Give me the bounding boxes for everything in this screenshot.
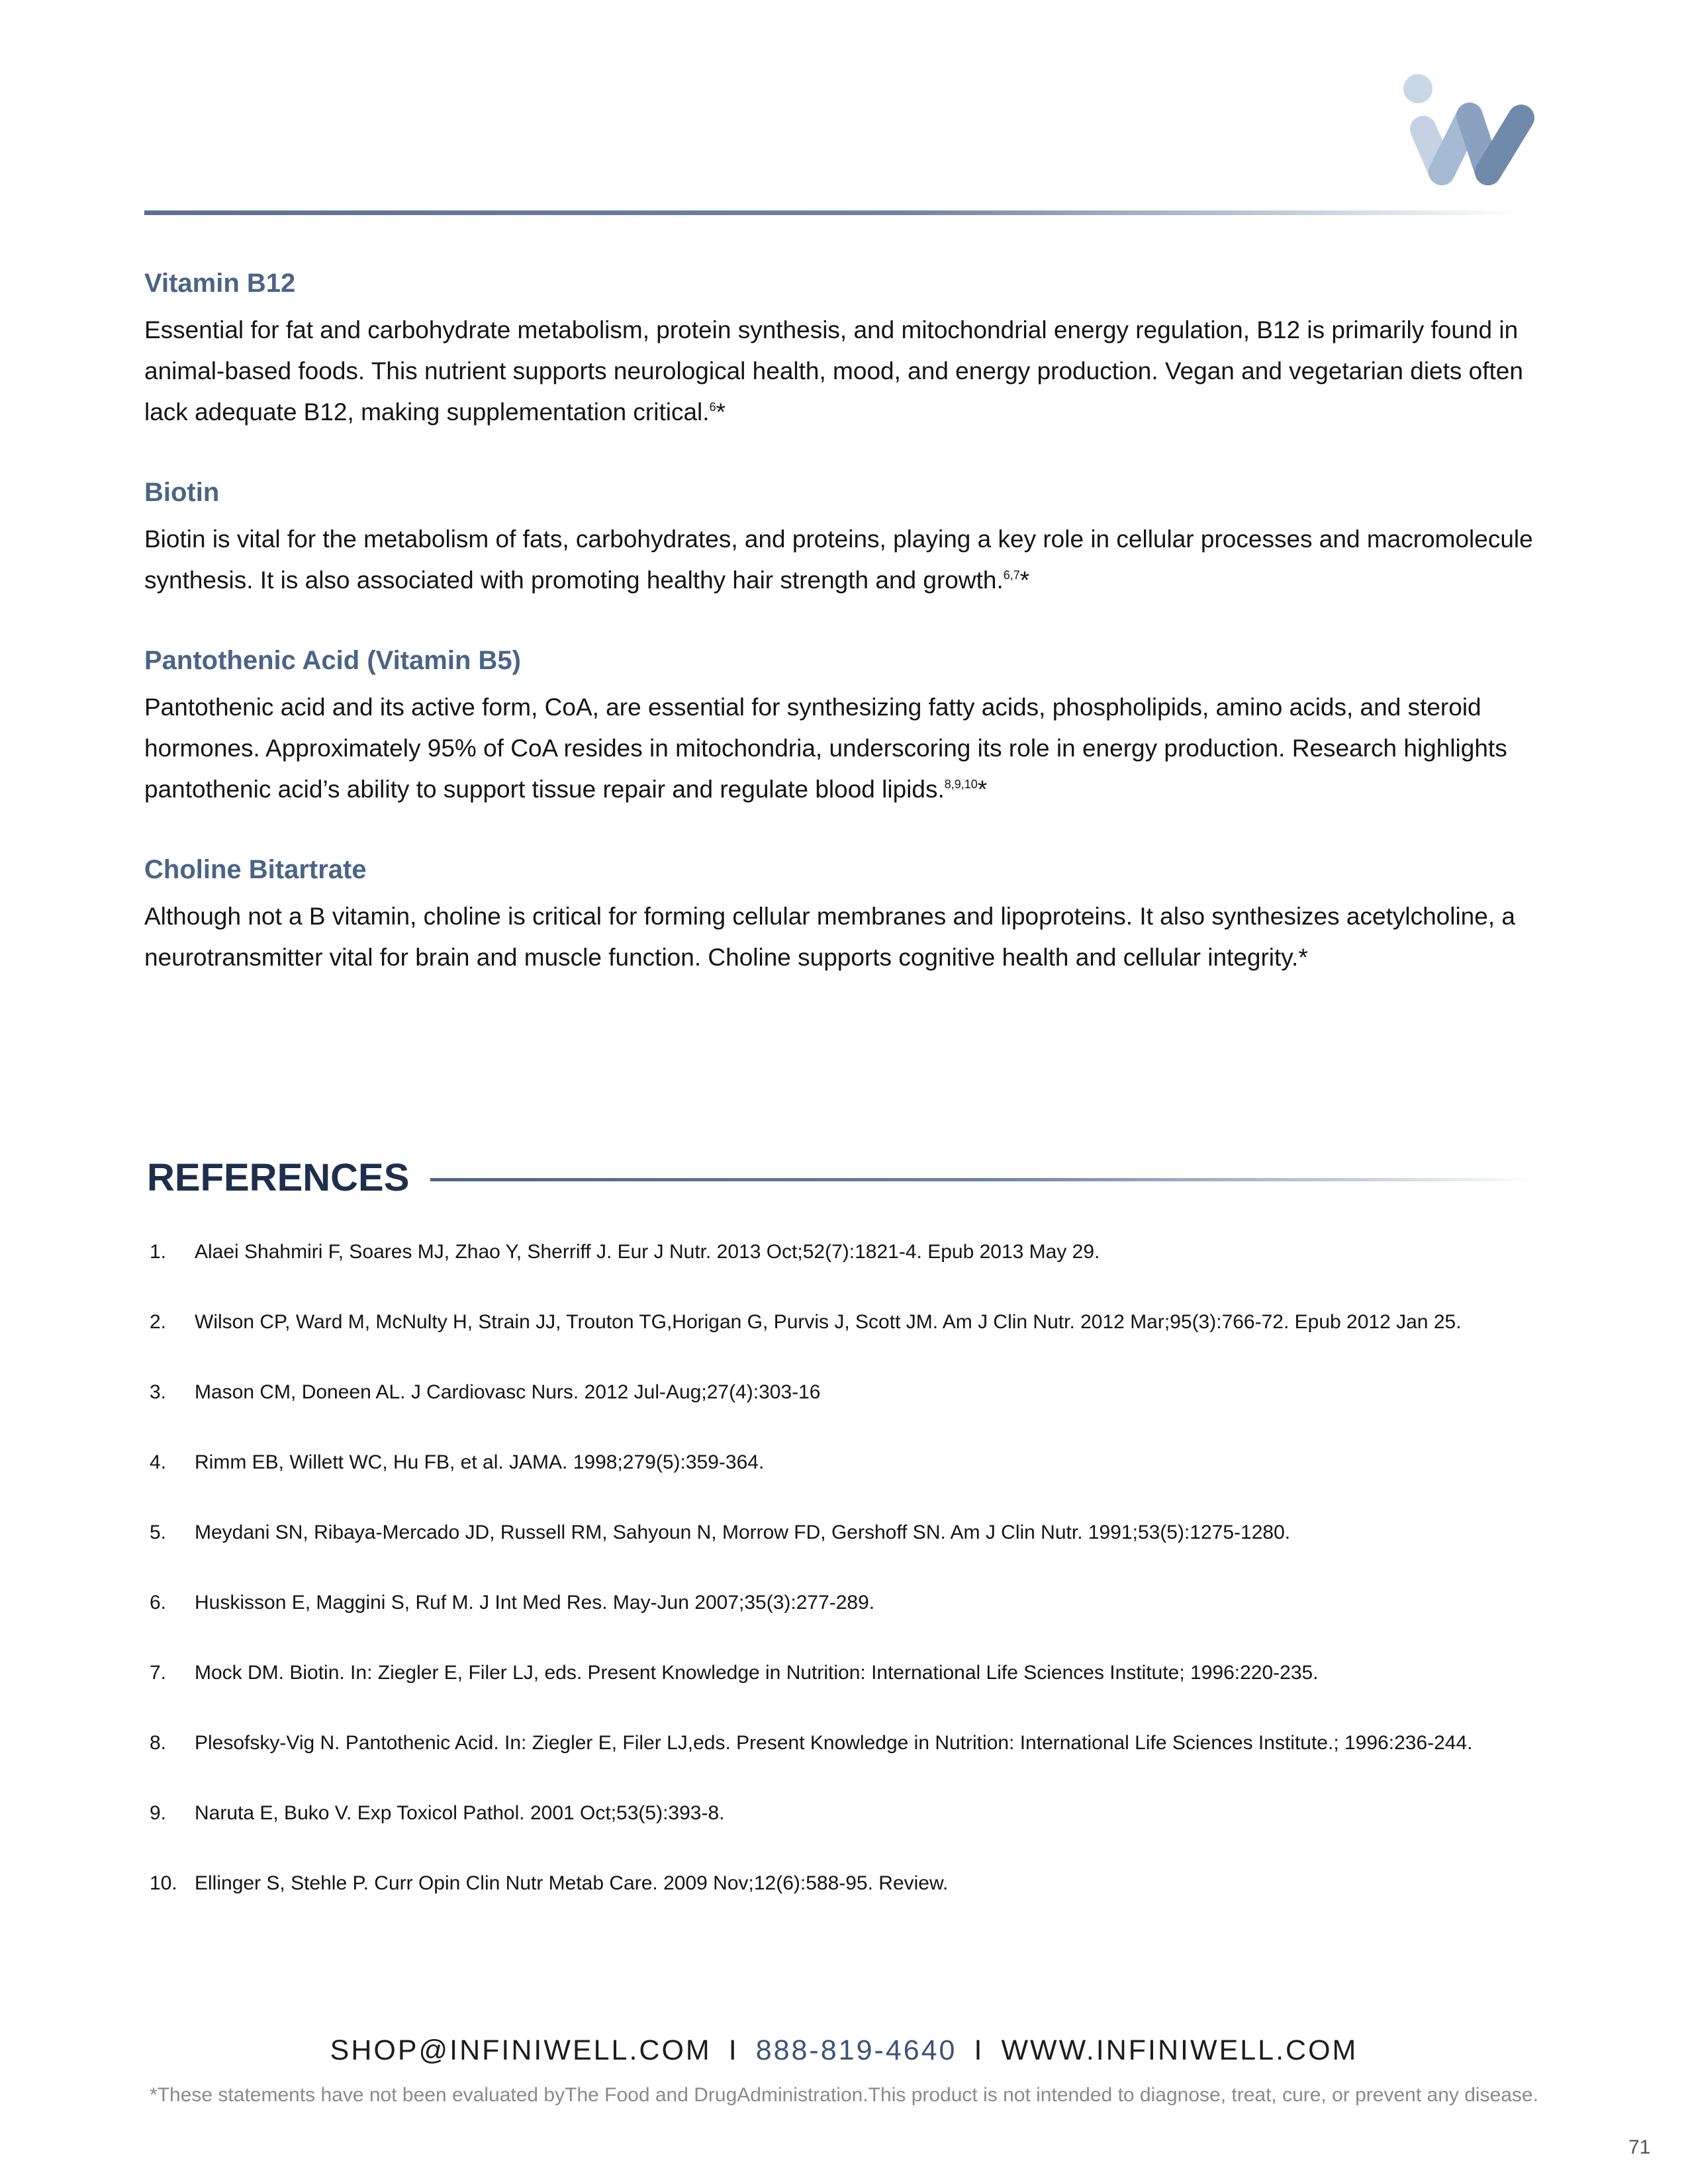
- references-list: [150, 1239, 1566, 1940]
- section-text: Biotin is vital for the metabolism of fats, carbohydrates, and proteins, playing a key role in cellular processes and macromolecule synthesis. It is also associated with promoting healthy hair strength and growth.$^{6,7}$*: [144, 525, 1533, 594]
- reference-number: 9.: [150, 1802, 167, 1824]
- reference-number: 1.: [150, 1241, 167, 1263]
- infiniwell-logo: [1403, 66, 1549, 199]
- reference-item: [150, 1309, 1566, 1379]
- reference-text: Plesofsky-Vig N. Pantothenic Acid. In: Ziegler E, Filer LJ,eds. Present Knowledge in Nutrition: International Life Sciences Institute.; 1996:236-244.: [195, 1732, 1473, 1754]
- reference-number: 5.: [150, 1522, 167, 1543]
- section-title: Vitamin B12: [144, 269, 296, 298]
- section-title: Choline Bitartrate: [144, 855, 367, 884]
- section-pantothenic-acid: [144, 642, 1534, 810]
- section-vitamin-b12: [144, 265, 1534, 433]
- header-divider: [144, 210, 1521, 215]
- section-title: Biotin: [144, 478, 220, 507]
- reference-number: 8.: [150, 1732, 167, 1754]
- fda-disclaimer: *These statements have not been evaluated byThe Food and DrugAdministration.This product is not intended to diagnose, treat, cure, or prevent any disease.: [150, 2084, 1538, 2106]
- references-title: REFERENCES: [147, 1156, 410, 1199]
- citation: 8,9,10: [944, 778, 978, 791]
- reference-number: 6.: [150, 1592, 167, 1614]
- reference-text: Meydani SN, Ribaya-Mercado JD, Russell RM, Sahyoun N, Morrow FD, Gershoff SN. Am J Clin Nutr. 1991;53(5):1275-1280.: [195, 1522, 1291, 1543]
- reference-number: 3.: [150, 1381, 167, 1403]
- reference-text: Rimm EB, Willett WC, Hu FB, et al. JAMA. 1998;279(5):359-364.: [195, 1451, 765, 1473]
- reference-text: Alaei Shahmiri F, Soares MJ, Zhao Y, Sherriff J. Eur J Nutr. 2013 Oct;52(7):1821-4. Epub 2013 May 29.: [195, 1241, 1100, 1263]
- reference-number: 2.: [150, 1311, 167, 1333]
- reference-item: [150, 1730, 1566, 1800]
- page-number: 71: [1628, 2136, 1651, 2158]
- reference-item: [150, 1590, 1566, 1660]
- phone-link[interactable]: 888-819-4640: [755, 2034, 957, 2066]
- reference-text: Mason CM, Doneen AL. J Cardiovasc Nurs. 2012 Jul-Aug;27(4):303-16: [195, 1381, 821, 1403]
- citation: 6: [709, 400, 716, 414]
- reference-text: Ellinger S, Stehle P. Curr Opin Clin Nutr Metab Care. 2009 Nov;12(6):588-95. Review.: [195, 1872, 949, 1894]
- section-text: Essential for fat and carbohydrate metabolism, protein synthesis, and mitochondrial energy regulation, B12 is primarily found in animal-based foods. This nutrient supports neurological health, mood, and energy production. Vegan and vegetarian diets often lack adequate B12, making supplementation critical.$^6$*: [144, 316, 1523, 426]
- reference-number: 10.: [150, 1872, 177, 1894]
- nutrient-sections: [144, 265, 1534, 1019]
- reference-item: [150, 1379, 1566, 1449]
- reference-text: Naruta E, Buko V. Exp Toxicol Pathol. 2001 Oct;53(5):393-8.: [195, 1802, 725, 1824]
- citation: 6,7: [1003, 569, 1020, 582]
- reference-text: Mock DM. Biotin. In: Ziegler E, Filer LJ, eds. Present Knowledge in Nutrition: International Life Sciences Institute; 1996:220-235.: [195, 1662, 1319, 1684]
- section-biotin: [144, 474, 1534, 601]
- reference-item: [150, 1660, 1566, 1730]
- reference-text: Wilson CP, Ward M, McNulty H, Strain JJ, Trouton TG,Horigan G, Purvis J, Scott JM. Am J Clin Nutr. 2012 Mar;95(3):766-72. Epub 2012 Jan 25.: [195, 1311, 1462, 1333]
- reference-item: [150, 1449, 1566, 1520]
- section-choline-bitartrate: [144, 851, 1534, 978]
- website-link[interactable]: WWW.INFINIWELL.COM: [1001, 2034, 1358, 2066]
- reference-item: [150, 1870, 1566, 1940]
- separator: I: [974, 2034, 984, 2066]
- section-text: Although not a B vitamin, choline is critical for forming cellular membranes and lipoproteins. It also synthesizes acetylcholine, a neurotransmitter vital for brain and muscle function. Choline supports cognitive health and cellular integrity.*: [144, 903, 1515, 971]
- references-divider: [430, 1178, 1536, 1181]
- footer-contact: [0, 2030, 1688, 2070]
- reference-number: 7.: [150, 1662, 167, 1684]
- reference-number: 4.: [150, 1451, 167, 1473]
- reference-item: [150, 1520, 1566, 1590]
- reference-item: [150, 1239, 1566, 1309]
- separator: I: [728, 2034, 739, 2066]
- section-text: Pantothenic acid and its active form, CoA, are essential for synthesizing fatty acids, phospholipids, amino acids, and steroid hormones. Approximately 95% of CoA resides in mitochondria, underscoring its role in energy production. Research highlights pantothenic acid’s ability to support tissue repair and regulate blood lipids.$^{8,9,10}$*: [144, 694, 1507, 803]
- email-link[interactable]: SHOP@INFINIWELL.COM: [330, 2034, 712, 2066]
- section-title: Pantothenic Acid (Vitamin B5): [144, 646, 521, 675]
- references-header: [147, 1152, 1537, 1205]
- reference-item: [150, 1800, 1566, 1870]
- reference-text: Huskisson E, Maggini S, Ruf M. J Int Med Res. May-Jun 2007;35(3):277-289.: [195, 1592, 875, 1614]
